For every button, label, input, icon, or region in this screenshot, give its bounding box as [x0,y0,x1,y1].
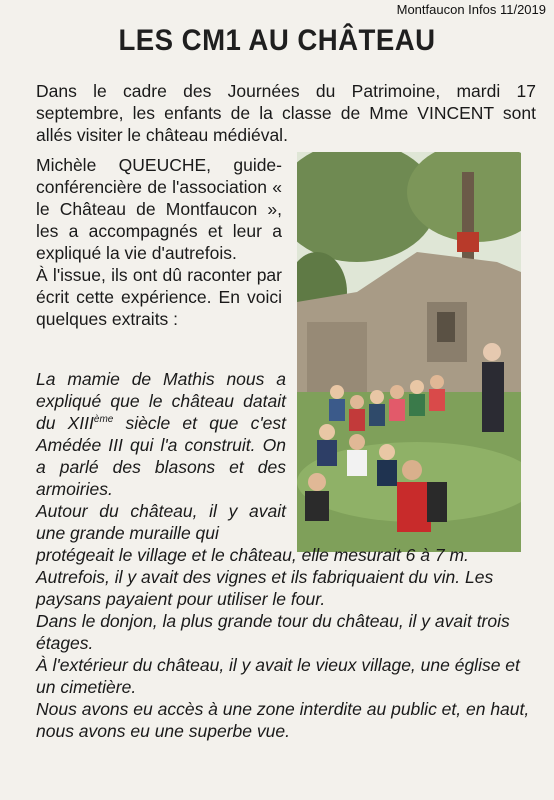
page-title: LES CM1 AU CHÂTEAU [118,24,436,57]
quote-mathis [36,368,286,500]
quote-mathis-text-b: siècle et que c'est Amédée III qui l'a construit. On a parlé des blasons et des armoiries. [36,413,287,499]
quote-mathis-superscript: ème [93,414,114,426]
extracts-intro: À l'issue, ils ont dû raconter par écrit cette expérience. En voici quelques extraits : [36,265,282,329]
quote-muraille-a: Autour du château, il y avait une grande muraille qui [36,501,286,543]
student-quotes [36,368,536,742]
quote-donjon: Dans le donjon, la plus grande tour du château, il y avait trois étages. [36,611,510,653]
quote-vignes: Autrefois, il y avait des vignes et ils fabriquaient du vin. Les paysans payaient pour utiliser le four. [36,567,494,609]
quote-muraille-b: protégeait le village et le château, elle mesurait 6 à 7 m. [36,545,469,565]
quote-village: À l'extérieur du château, il y avait le vieux village, une église et un cimetière. [36,655,520,697]
guide-paragraph: Michèle QUEUCHE, guide-conférencière de l'association « le Château de Montfaucon », les a accompagnés et leur a expliqué la vie d'autrefois. [36,155,282,263]
body-column [36,154,282,330]
quote-mathis-text-a: La mamie de Mathis nous a expliqué que le château datait du XIII [36,369,286,433]
quote-vue: Nous avons eu accès à une zone interdite au public et, en haut, nous avons eu une superbe vue. [36,699,530,741]
issue-label: Montfaucon Infos 11/2019 [396,2,546,17]
intro-paragraph: Dans le cadre des Journées du Patrimoine, mardi 17 septembre, les enfants de la classe de Mme VINCENT sont allés visiter le château médiéval. [36,81,536,145]
